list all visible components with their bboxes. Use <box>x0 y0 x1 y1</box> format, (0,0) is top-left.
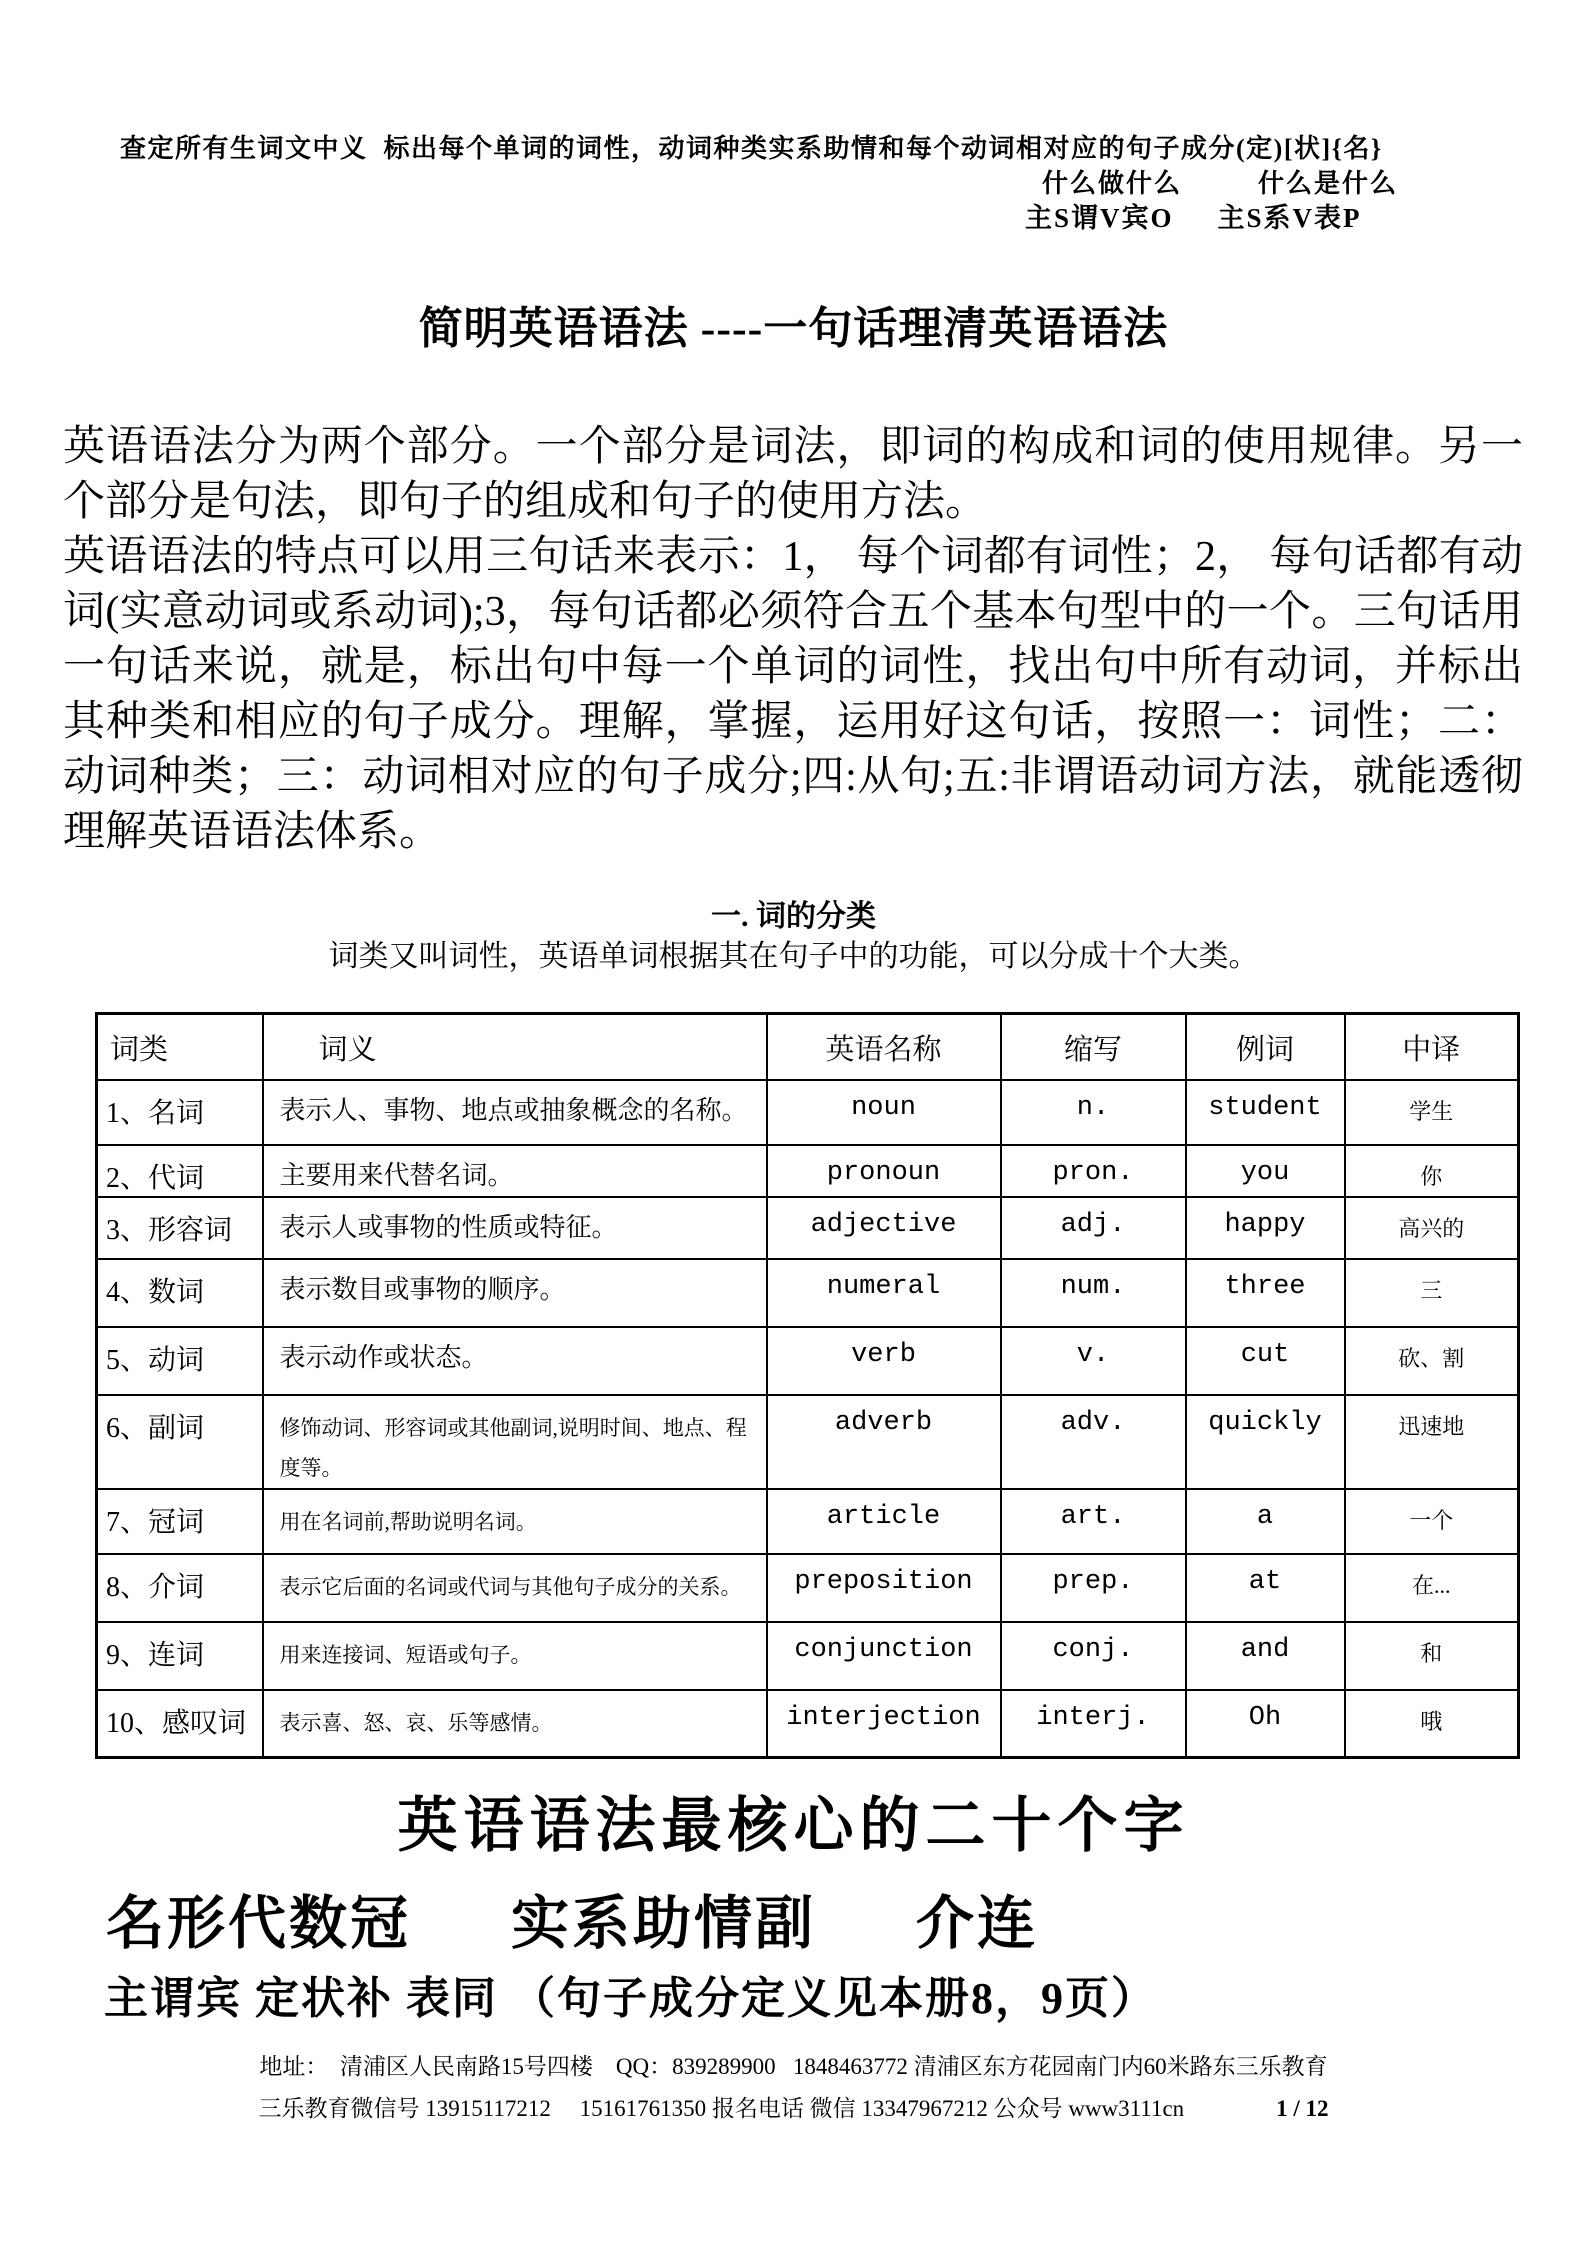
cell-example: three <box>1186 1259 1345 1327</box>
cell-english-name: noun <box>767 1080 1001 1145</box>
annotation-line-2 <box>1042 163 1398 200</box>
cell-meaning: 主要用来代替名词。 <box>263 1145 767 1197</box>
cell-translation: 三 <box>1345 1259 1519 1327</box>
cell-meaning: 表示喜、怒、哀、乐等感情。 <box>263 1690 767 1758</box>
table-row-numeral <box>97 1259 1519 1327</box>
col-header-category: 词类 <box>97 1014 263 1080</box>
cell-category: 4、数词 <box>97 1259 263 1327</box>
cell-abbreviation: v. <box>1001 1327 1186 1395</box>
cell-translation: 哦 <box>1345 1690 1519 1758</box>
cell-example: a <box>1186 1489 1345 1554</box>
cell-meaning: 表示它后面的名词或代词与其他句子成分的关系。 <box>263 1554 767 1622</box>
cell-abbreviation: pron. <box>1001 1145 1186 1197</box>
cell-category: 7、冠词 <box>97 1489 263 1554</box>
cell-meaning: 表示人或事物的性质或特征。 <box>263 1197 767 1259</box>
core-group-3: 介连 <box>916 1891 1039 1956</box>
cell-example: and <box>1186 1622 1345 1690</box>
col-header-translation: 中译 <box>1345 1014 1519 1080</box>
cell-abbreviation: interj. <box>1001 1690 1186 1758</box>
cell-example: quickly <box>1186 1395 1345 1489</box>
cell-translation: 和 <box>1345 1622 1519 1690</box>
cell-english-name: pronoun <box>767 1145 1001 1197</box>
cell-category: 6、副词 <box>97 1395 263 1489</box>
section-heading: 一. 词的分类 <box>711 900 876 933</box>
cell-meaning: 修饰动词、形容词或其他副词,说明时间、地点、程度等。 <box>263 1395 767 1489</box>
cell-abbreviation: art. <box>1001 1489 1186 1554</box>
table-row-article <box>97 1489 1519 1554</box>
body-text <box>63 420 1523 860</box>
cell-example: Oh <box>1186 1690 1345 1758</box>
cell-translation: 迅速地 <box>1345 1395 1519 1489</box>
footer-address: 地址： 清浦区人民南路15号四楼 QQ：839289900 1848463772 清浦区东方花园南门内60米路东三乐教育 <box>259 2054 1328 2079</box>
table-row-adjective <box>97 1197 1519 1259</box>
col-header-example: 例词 <box>1186 1014 1345 1080</box>
table-row-verb <box>97 1327 1519 1395</box>
parts-of-speech-table <box>95 1012 1520 1759</box>
cell-meaning: 表示动作或状态。 <box>263 1327 767 1395</box>
cell-translation: 高兴的 <box>1345 1197 1519 1259</box>
cell-example: at <box>1186 1554 1345 1622</box>
core-word-groups <box>106 1876 1038 1960</box>
cell-translation: 学生 <box>1345 1080 1519 1145</box>
annotation-line-3 <box>1025 196 1362 235</box>
cell-category: 2、代词 <box>97 1145 263 1197</box>
annotation-phrase-do: 什么做什么 <box>1042 169 1183 198</box>
cell-english-name: article <box>767 1489 1001 1554</box>
method-paragraph: 英语语法的特点可以用三句话来表示：1， 每个词都有词性；2， 每句话都有动词(实意动词或系动词);3，每句话都必须符合五个基本句型中的一个。三句话用一句话来说，就是，标出句中每一个单词的词性，找出句中所有动词，并标出其种类和相应的句子成分。理解，掌握，运用好这句话，按照一：词性；二：动词种类；三：动词相对应的句子成分;四:从句;五:非谓语动词方法，就能透彻理解英语语法体系。 <box>63 534 1523 855</box>
cell-example: student <box>1186 1080 1345 1145</box>
cell-english-name: verb <box>767 1327 1001 1395</box>
cell-example: cut <box>1186 1327 1345 1395</box>
footer-contact-text: 三乐教育微信号 13915117212 15161761350 报名电话 微信 13347967212 公众号 www3111cn <box>258 2096 1185 2121</box>
page-title: 简明英语语法 ----一句话理清英语语法 <box>418 304 1169 353</box>
cell-category: 1、名词 <box>97 1080 263 1145</box>
core-group-2: 实系助情副 <box>511 1891 817 1956</box>
annotation-pattern-svo: 主S谓V宾O <box>1025 203 1174 233</box>
table-row-adverb <box>97 1395 1519 1489</box>
cell-category: 10、感叹词 <box>97 1690 263 1758</box>
cell-english-name: adjective <box>767 1197 1001 1259</box>
cell-example: happy <box>1186 1197 1345 1259</box>
cell-english-name: conjunction <box>767 1622 1001 1690</box>
core-group-1: 名形代数冠 <box>106 1891 412 1956</box>
intro-paragraph: 英语语法分为两个部分。一个部分是词法，即词的构成和词的使用规律。另一个部分是句法，即句子的组成和句子的使用方法。 <box>63 424 1523 525</box>
table-row-conjunction <box>97 1622 1519 1690</box>
table-row-noun <box>97 1080 1519 1145</box>
cell-category: 3、形容词 <box>97 1197 263 1259</box>
cell-category: 8、介词 <box>97 1554 263 1622</box>
col-header-english-name: 英语名称 <box>767 1014 1001 1080</box>
table-row-interjection <box>97 1690 1519 1758</box>
table-header-row <box>97 1014 1519 1080</box>
annotation-pattern-svp: 主S系V表P <box>1217 203 1362 233</box>
cell-meaning: 用在名词前,帮助说明名词。 <box>263 1489 767 1554</box>
cell-translation: 砍、割 <box>1345 1327 1519 1395</box>
table-row-preposition <box>97 1554 1519 1622</box>
cell-abbreviation: n. <box>1001 1080 1186 1145</box>
cell-category: 9、连词 <box>97 1622 263 1690</box>
cell-meaning: 表示人、事物、地点或抽象概念的名称。 <box>263 1080 767 1145</box>
cell-english-name: adverb <box>767 1395 1001 1489</box>
cell-abbreviation: num. <box>1001 1259 1186 1327</box>
cell-example: you <box>1186 1145 1345 1197</box>
cell-abbreviation: adj. <box>1001 1197 1186 1259</box>
cell-abbreviation: prep. <box>1001 1554 1186 1622</box>
page-footer <box>0 2048 1587 2123</box>
footer-contacts <box>0 2090 1587 2123</box>
annotation-phrase-be: 什么是什么 <box>1258 169 1399 198</box>
cell-english-name: interjection <box>767 1690 1001 1758</box>
core-sentence-elements: 主谓宾 定状补 表同 （句子成分定义见本册8，9页） <box>104 1974 1157 2023</box>
section-subtitle: 词类又叫词性，英语单词根据其在句子中的功能，可以分成十个大类。 <box>328 940 1259 973</box>
table-row-pronoun <box>97 1145 1519 1197</box>
cell-abbreviation: adv. <box>1001 1395 1186 1489</box>
col-header-meaning: 词义 <box>263 1014 767 1080</box>
cell-translation: 在... <box>1345 1554 1519 1622</box>
cell-meaning: 表示数目或事物的顺序。 <box>263 1259 767 1327</box>
page-number: 1 / 12 <box>1276 2096 1329 2121</box>
cell-abbreviation: conj. <box>1001 1622 1186 1690</box>
annotation-line-1: 查定所有生词文中义 标出每个单词的词性，动词种类实系助情和每个动词相对应的句子成分(定)[状]{名} <box>120 134 1383 163</box>
core-heading: 英语语法最核心的二十个字 <box>397 1793 1190 1859</box>
cell-english-name: preposition <box>767 1554 1001 1622</box>
cell-translation: 一个 <box>1345 1489 1519 1554</box>
col-header-abbreviation: 缩写 <box>1001 1014 1186 1080</box>
cell-category: 5、动词 <box>97 1327 263 1395</box>
cell-translation: 你 <box>1345 1145 1519 1197</box>
cell-english-name: numeral <box>767 1259 1001 1327</box>
cell-meaning: 用来连接词、短语或句子。 <box>263 1622 767 1690</box>
